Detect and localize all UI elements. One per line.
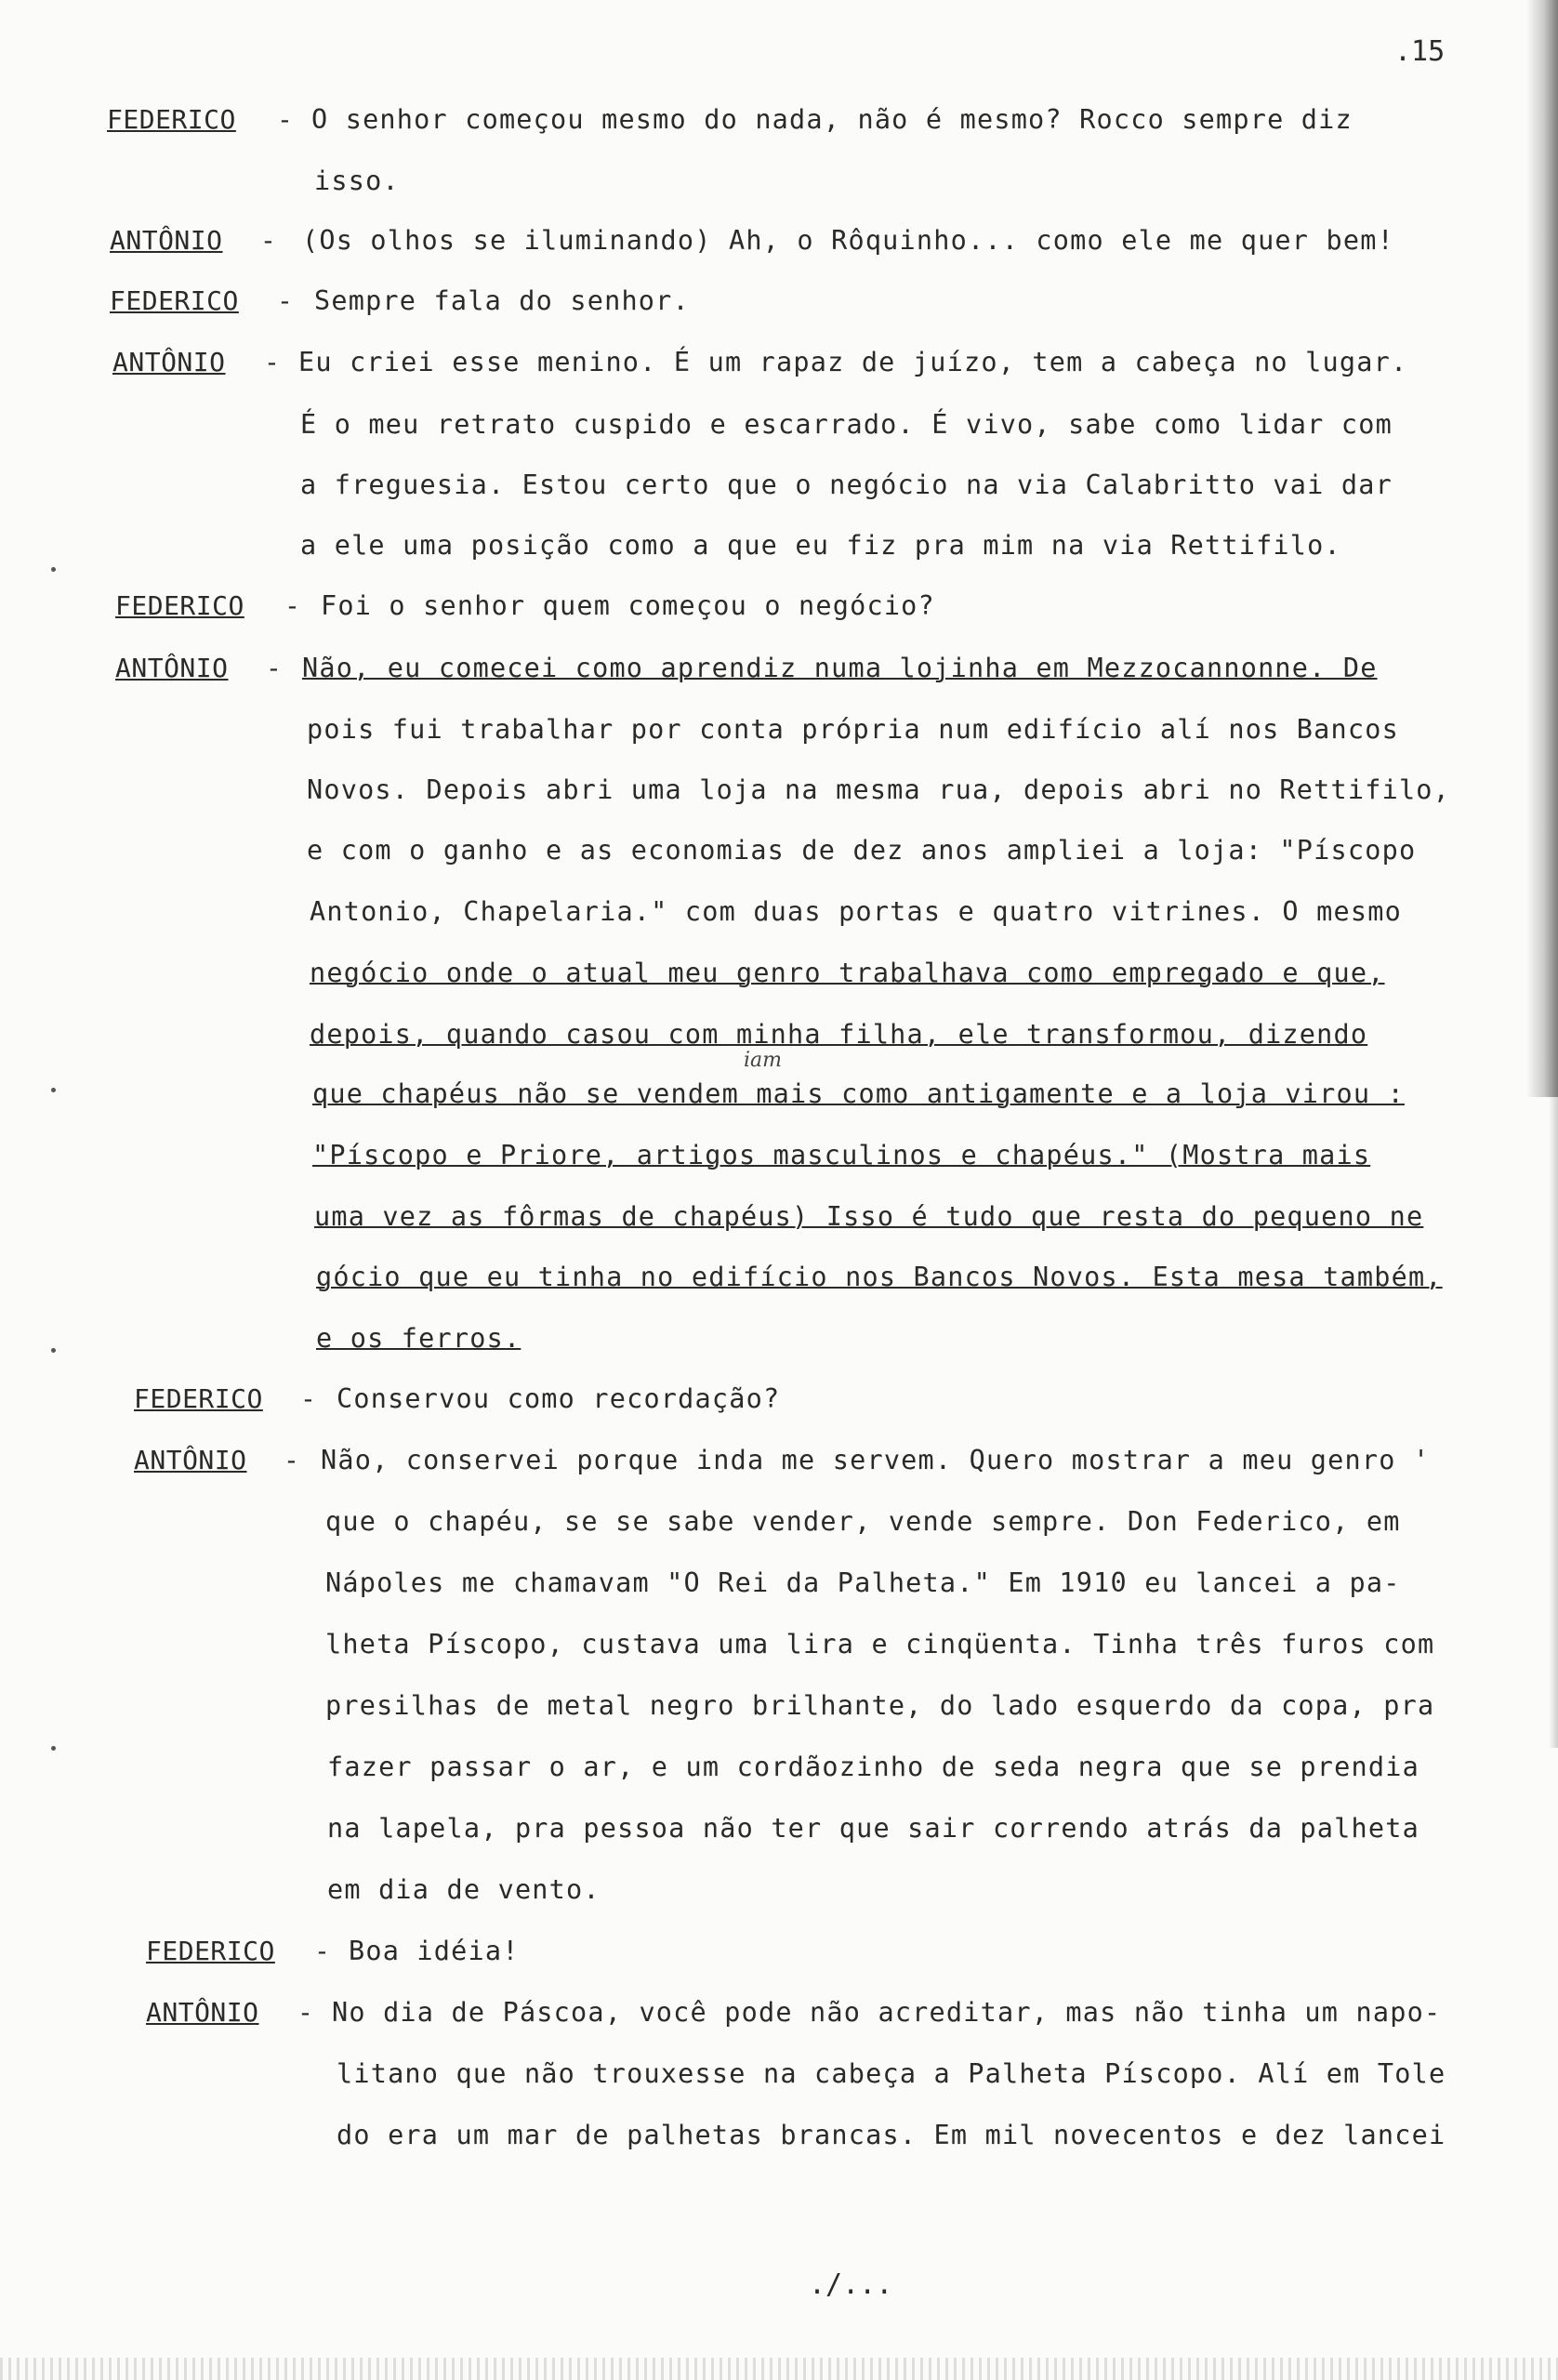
- scan-speck: [51, 1348, 56, 1353]
- dialogue-line: Não, conservei porque inda me servem. Quero mostrar a meu genro ': [321, 1445, 1431, 1475]
- speaker-dash: -: [260, 225, 276, 256]
- dialogue-line: Boa idéia!: [349, 1936, 520, 1966]
- speaker-dash: -: [314, 1936, 330, 1966]
- dialogue-line: em dia de vento.: [327, 1874, 601, 1905]
- dialogue-line-underlined: Não, eu comecei como aprendiz numa lojinha em Mezzocannonne. De: [302, 653, 1378, 683]
- dialogue-line: lheta Píscopo, custava uma lira e cinqüenta. Tinha três furos com: [325, 1629, 1435, 1659]
- scan-edge-shadow-lower: [1549, 1097, 1558, 1748]
- speaker-antonio: ANTÔNIO: [115, 653, 229, 683]
- speaker-federico: FEDERICO: [146, 1936, 275, 1966]
- dialogue-line: O senhor começou mesmo do nada, não é mesmo? Rocco sempre diz: [311, 104, 1353, 135]
- dialogue-line: isso.: [314, 165, 400, 196]
- speaker-dash: -: [284, 1445, 299, 1475]
- dialogue-line: Eu criei esse menino. É um rapaz de juízo, tem a cabeça no lugar.: [298, 347, 1408, 377]
- dialogue-line: Conservou como recordação?: [337, 1383, 781, 1414]
- speaker-dash: -: [284, 590, 300, 621]
- dialogue-line: pois fui trabalhar por conta própria num edifício alí nos Bancos: [307, 714, 1399, 745]
- dialogue-line: Antonio, Chapelaria." com duas portas e quatro vitrines. O mesmo: [310, 896, 1402, 927]
- continuation-mark: ./...: [809, 2268, 893, 2301]
- dialogue-line-underlined: e os ferros.: [316, 1323, 522, 1354]
- scan-speck: [51, 1746, 56, 1751]
- dialogue-line: presilhas de metal negro brilhante, do lado esquerdo da copa, pra: [325, 1690, 1435, 1721]
- dialogue-line: litano que não trouxesse na cabeça a Palheta Píscopo. Alí em Tole: [337, 2058, 1446, 2089]
- dialogue-line: do era um mar de palhetas brancas. Em mil novecentos e dez lancei: [337, 2120, 1446, 2150]
- dialogue-line: Novos. Depois abri uma loja na mesma rua, depois abri no Rettifilo,: [307, 774, 1451, 805]
- dialogue-line-underlined: gócio que eu tinha no edifício nos Bancos Novos. Esta mesa também,: [316, 1262, 1443, 1292]
- speaker-dash: -: [264, 347, 280, 377]
- speaker-federico: FEDERICO: [110, 285, 239, 316]
- scan-edge-shadow: [1526, 0, 1558, 1097]
- dialogue-line: e com o ganho e as economias de dez anos ampliei a loja: "Píscopo: [307, 835, 1417, 866]
- speaker-dash: -: [277, 285, 293, 316]
- speaker-dash: -: [277, 104, 293, 135]
- speaker-antonio: ANTÔNIO: [110, 225, 223, 256]
- speaker-dash: -: [300, 1383, 316, 1414]
- scan-speck: [51, 567, 56, 572]
- speaker-federico: FEDERICO: [107, 104, 236, 135]
- dialogue-line-underlined: depois, quando casou com minha filha, ele transformou, dizendo: [310, 1019, 1368, 1050]
- dialogue-line-underlined: negócio onde o atual meu genro trabalhava como empregado e que,: [310, 958, 1385, 988]
- dialogue-line: No dia de Páscoa, você pode não acreditar, mas não tinha um napo-: [332, 1997, 1442, 2028]
- dialogue-line: na lapela, pra pessoa não ter que sair correndo atrás da palheta: [327, 1813, 1419, 1844]
- speaker-antonio: ANTÔNIO: [134, 1445, 247, 1475]
- dialogue-line: Nápoles me chamavam "O Rei da Palheta." Em 1910 eu lancei a pa-: [325, 1567, 1401, 1598]
- dialogue-line-underlined: "Píscopo e Priore, artigos masculinos e chapéus." (Mostra mais: [312, 1140, 1371, 1170]
- dialogue-line-underlined: uma vez as fôrmas de chapéus) Isso é tudo que resta do pequeno ne: [314, 1201, 1424, 1232]
- dialogue-line: Foi o senhor quem começou o negócio?: [321, 590, 935, 621]
- dialogue-line: a ele uma posição como a que eu fiz pra mim na via Rettifilo.: [300, 530, 1341, 561]
- dialogue-line: fazer passar o ar, e um cordãozinho de seda negra que se prendia: [327, 1752, 1419, 1782]
- scan-speck: [51, 1088, 56, 1092]
- speaker-federico: FEDERICO: [115, 590, 244, 621]
- dialogue-line: que o chapéu, se se sabe vender, vende sempre. Don Federico, em: [325, 1506, 1401, 1537]
- dialogue-line: Sempre fala do senhor.: [314, 285, 690, 316]
- speaker-dash: -: [266, 653, 282, 683]
- scan-bottom-noise: [0, 2358, 1558, 2380]
- page-number: .15: [1394, 35, 1446, 68]
- speaker-federico: FEDERICO: [134, 1383, 263, 1414]
- dialogue-line: a freguesia. Estou certo que o negócio na via Calabritto vai dar: [300, 469, 1393, 500]
- dialogue-line: É o meu retrato cuspido e escarrado. É vivo, sabe como lidar com: [300, 409, 1393, 440]
- dialogue-line-underlined: que chapéus não se vendem mais como antigamente e a loja virou :: [312, 1078, 1405, 1109]
- speaker-antonio: ANTÔNIO: [146, 1997, 259, 2028]
- speaker-antonio: ANTÔNIO: [112, 347, 226, 377]
- dialogue-line: (Os olhos se iluminando) Ah, o Rôquinho... como ele me quer bem!: [302, 225, 1394, 256]
- handwritten-correction: iam: [744, 1049, 783, 1072]
- speaker-dash: -: [297, 1997, 313, 2028]
